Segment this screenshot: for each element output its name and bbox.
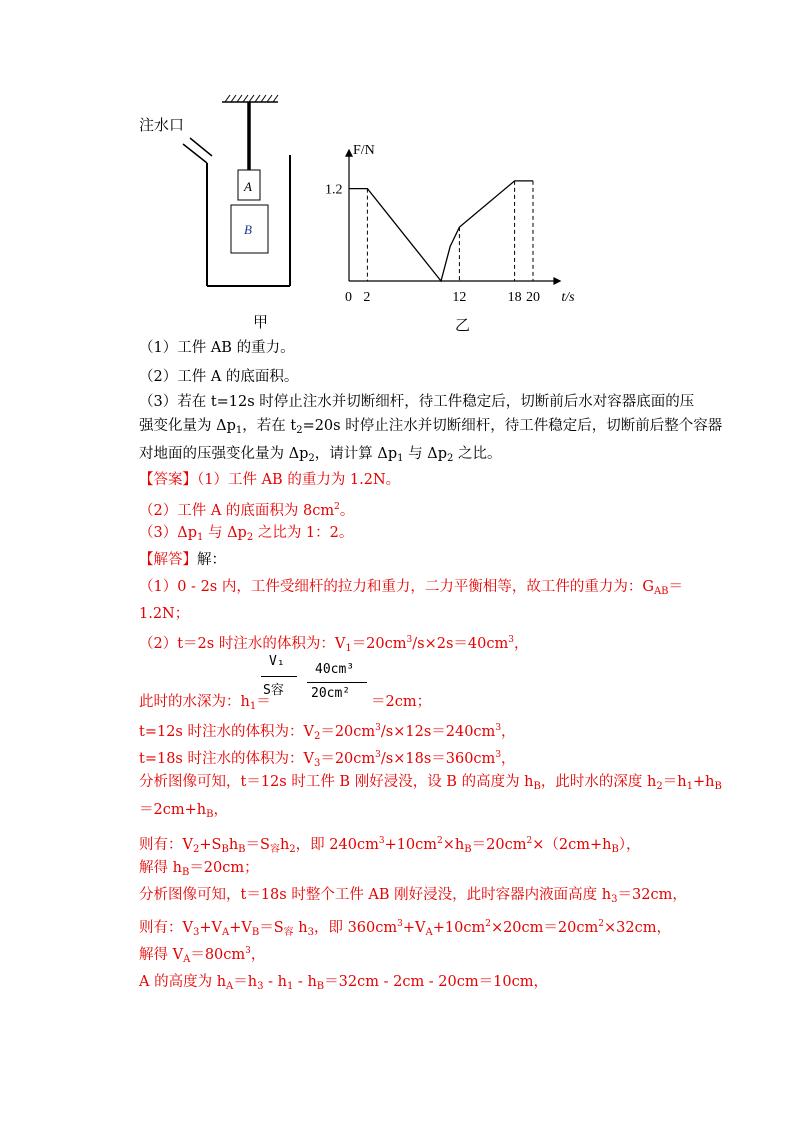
solution-line-9: 则有：$V_2+S_Bh_B=S_容h_2$，即 $240cm^3+10cm^2\times h_B=20cm^2\times(2cm+h_B)$， [139, 836, 641, 855]
y-axis-arrow [345, 149, 353, 157]
solution-line-4: 此时的水深为：$h_1=$ V₁ S容 40cm³ 20cm² ＝2cm； [139, 654, 432, 712]
block-a-label: A [244, 179, 252, 194]
x-tick-label-0: 0 [345, 290, 352, 305]
solution-heading: 【解答】解： [139, 552, 226, 568]
x-tick-label-20: 20 [526, 290, 540, 305]
fraction-2-bar [307, 682, 367, 683]
solution-line-10: 解得 $h_B=20cm$； [139, 860, 259, 878]
solution-line-12: 则有：$V_3+V_A+V_B=S_容$ $h_3$，即 $360cm^3+V_A+10cm^2\times 20cm=20cm^2\times 32cm$， [139, 919, 671, 938]
x-tick-label-12: 12 [452, 290, 467, 305]
answer-heading: 【答案】 [139, 472, 197, 488]
solution-line-6: t=18s 时注水的体积为：$V_3=20cm^3/s\times 18s=360cm^3$， [139, 750, 516, 769]
solution-line-8: $=2cm+h_B$， [139, 802, 228, 820]
solution-line-13: 解得 $V_A=80cm^3$， [139, 946, 266, 965]
x-axis-arrow [553, 277, 561, 285]
solution-line-5: t=12s 时注水的体积为：$V_2=20cm^3/s\times 12s=240cm^3$， [139, 723, 516, 742]
question-3-line-2: 强变化量为 $\Delta p_1$，若在 $t_2=20s$ 时停止注水并切断细杆，待工件稳定后，切断前后整个容器 [139, 418, 723, 436]
y-tick-label: 1.2 [325, 182, 343, 198]
question-1: （1）工件 AB 的重力。 [139, 340, 295, 356]
answer-line-1: 【答案】（1）工件 AB 的重力为 1.2N。 [139, 472, 401, 488]
answer-line-2: （2）工件 A 的底面积为 $8cm^2$。 [139, 502, 355, 519]
force-time-chart [325, 143, 575, 305]
force-series-line [349, 181, 533, 281]
container-diagram [183, 95, 290, 286]
solution-line-3: （2）t＝2s 时注水的体积为：$V_1=20cm^3/s\times 2s=40cm^3$， [139, 635, 529, 654]
solution-line-1: （1）0 - 2s 内，工件受细杆的拉力和重力，二力平衡相等，故工件的重力为：$G_{AB}=$ [139, 579, 684, 597]
solution-line-11: 分析图像可知，t＝18s 时整个工件 AB 刚好浸没，此时容器内液面高度 $h_3=32cm$， [139, 887, 687, 905]
caption-left: 甲 [253, 313, 269, 331]
fraction-1-bar [261, 676, 297, 677]
answer-line-3: $(3)\Delta p_1$ 与 $\Delta p_2$ 之比为 1：2。 [139, 525, 354, 543]
block-b-label: B [244, 222, 252, 237]
question-3-line-1: （3）若在 t=12s 时停止注水并切断细杆，待工件稳定后，切断前后水对容器底面的压 [139, 394, 695, 410]
x-tick-label-2: 2 [363, 290, 371, 305]
x-tick-label-18: 18 [507, 290, 522, 305]
fraction-2-denominator: 20cm² [311, 686, 351, 701]
solution-line-2: 1.2N； [139, 606, 190, 622]
inlet-label: 注水口 [139, 116, 185, 134]
fraction-2-numerator: 40cm³ [315, 662, 355, 677]
question-3-line-3: 对地面的压强变化量为 $\Delta p_2$，请计算 $\Delta p_1$ 与 $\Delta p_2$ 之比。 [139, 446, 502, 464]
x-axis-label: t/s [561, 290, 575, 305]
solution-line-14: A 的高度为 $h_A=h_3 - h_1 - h_B=32cm - 2cm - 20cm=10cm$， [139, 974, 548, 992]
fraction-1-denominator: S容 [263, 683, 284, 698]
caption-right: 乙 [455, 316, 471, 334]
solution-line-7: 分析图像可知，t＝12s 时工件 B 刚好浸没，设 B 的高度为 $h_B$，此时水的深度 $h_2=h_1+h_B$ [139, 774, 722, 792]
figure [0, 0, 800, 340]
y-axis-label: F/N [353, 142, 375, 158]
question-2: （2）工件 A 的底面积。 [139, 369, 299, 385]
fraction-1-numerator: V₁ [269, 654, 285, 669]
